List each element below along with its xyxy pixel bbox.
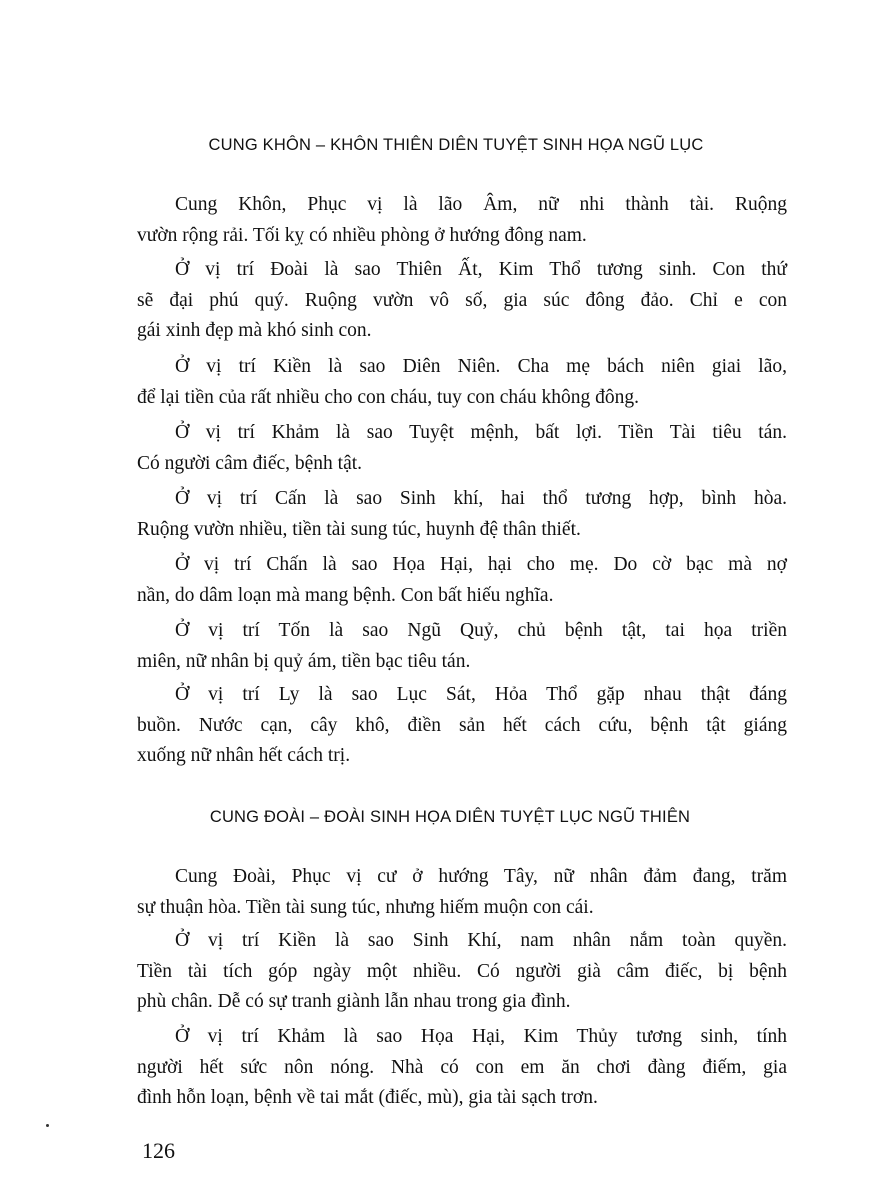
text-line: Ruộng vườn nhiều, tiền tài sung túc, huynh đệ thân thiết. (137, 518, 581, 540)
paragraph (137, 862, 787, 923)
text-line: Ở vị trí Khảm là sao Họa Hại, Kim Thủy tương sinh, tính (175, 1026, 787, 1047)
text-line: đình hỗn loạn, bệnh về tai mắt (điếc, mù), gia tài sạch trơn. (137, 1087, 598, 1108)
text-line: Ở vị trí Kiền là sao Sinh Khí, nam nhân nắm toàn quyền. (175, 930, 787, 951)
paragraph (137, 484, 787, 545)
paragraph (137, 190, 787, 251)
text-line: xuống nữ nhân hết cách trị. (137, 745, 351, 766)
text-line: Ở vị trí Cấn là sao Sinh khí, hai thổ tương hợp, bình hòa. (175, 488, 787, 509)
paragraph (137, 550, 787, 611)
paragraph (137, 926, 787, 1018)
paragraph (137, 418, 787, 479)
text-line: Ở vị trí Khảm là sao Tuyệt mệnh, bất lợi. Tiền Tài tiêu tán. (175, 422, 787, 443)
text-line: Cung Khôn, Phục vị là lão Âm, nữ nhi thành tài. Ruộng (175, 194, 787, 215)
text-line: Ở vị trí Ly là sao Lục Sát, Hỏa Thổ gặp nhau thật đáng (175, 684, 787, 705)
text-line: sự thuận hòa. Tiền tài sung túc, nhưng hiếm muộn con cái. (137, 896, 594, 918)
text-line: Ở vị trí Đoài là sao Thiên Ất, Kim Thổ tương sinh. Con thứ (175, 259, 787, 280)
paragraph (137, 352, 787, 413)
text-line: để lại tiền của rất nhiều cho con cháu, tuy con cháu không đông. (137, 386, 639, 408)
text-line: Cung Đoài, Phục vị cư ở hướng Tây, nữ nhân đảm đang, trăm (175, 866, 787, 887)
paragraph (137, 616, 787, 677)
text-line: gái xinh đẹp mà khó sinh con. (137, 320, 372, 341)
section-heading-cung-doai: CUNG ĐOÀI – ĐOÀI SINH HỌA DIÊN TUYỆT LỤC NGŨ THIÊN (209, 808, 691, 826)
paragraph (137, 255, 787, 347)
text-line: Tiền tài tích góp ngày một nhiều. Có người già câm điếc, bị bệnh (137, 960, 787, 982)
text-line: Ở vị trí Kiền là sao Diên Niên. Cha mẹ bách niên giai lão, (175, 356, 787, 377)
text-line: nần, do dâm loạn mà mang bệnh. Con bất hiếu nghĩa. (137, 584, 554, 606)
text-line: Ở vị trí Tốn là sao Ngũ Quỷ, chủ bệnh tật, tai họa triền (175, 620, 787, 641)
text-line: người hết sức nôn nóng. Nhà có con em ăn chơi đàng điếm, gia (137, 1056, 787, 1078)
text-line: miên, nữ nhân bị quỷ ám, tiền bạc tiêu tán. (137, 650, 471, 672)
page-number: 126 (142, 1138, 175, 1163)
text-line: vườn rộng rải. Tối kỵ có nhiều phòng ở hướng đông nam. (137, 224, 587, 246)
paragraph (137, 680, 787, 772)
scan-speck (46, 1124, 49, 1127)
text-line: Ở vị trí Chấn là sao Họa Hại, hại cho mẹ. Do cờ bạc mà nợ (175, 554, 787, 575)
text-line: buồn. Nước cạn, cây khô, điền sản hết cách cứu, bệnh tật giáng (137, 714, 787, 736)
paragraph (137, 1022, 787, 1114)
text-line: Có người câm điếc, bệnh tật. (137, 452, 363, 474)
section-heading-cung-khon: CUNG KHÔN – KHÔN THIÊN DIÊN TUYỆT SINH HỌA NGŨ LỤC (208, 136, 704, 154)
text-line: phù chân. Dễ có sự tranh giành lẫn nhau trong gia đình. (137, 991, 571, 1012)
text-line: sẽ đại phú quý. Ruộng vườn vô số, gia súc đông đảo. Chỉ e con (137, 289, 787, 311)
